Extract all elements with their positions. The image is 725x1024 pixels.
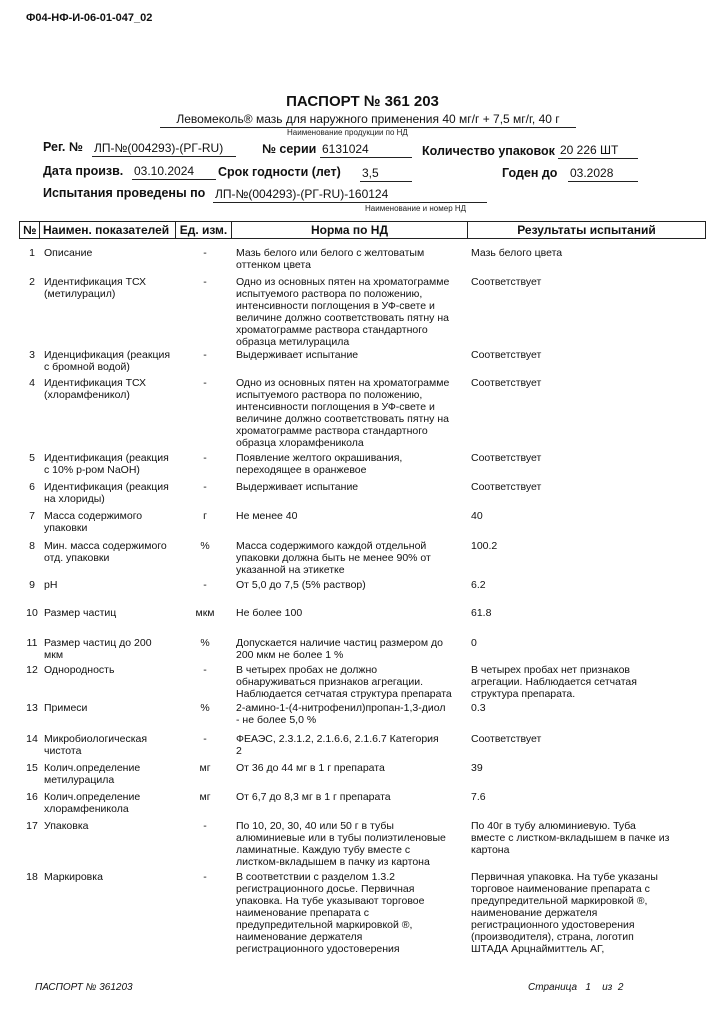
row-unit: % bbox=[200, 540, 210, 552]
row-number: 18 bbox=[26, 871, 38, 883]
row-result: Соответствует bbox=[471, 377, 542, 389]
row-result: Соответствует bbox=[471, 349, 542, 361]
row-norm: В соответствии с разделом 1.3.2 регистрационного досье. Первичная упаковка. На тубе указывают торговое наименование препарата с предупредительной маркировкой ®, наименование держателя регистрационного удостоверения bbox=[236, 871, 425, 955]
shelf-life-label: Срок годности (лет) bbox=[218, 165, 341, 179]
footer-page-indicator bbox=[528, 982, 623, 993]
row-norm: ФЕАЭС, 2.3.1.2, 2.1.6.6, 2.1.6.7 Категория 2 bbox=[236, 733, 439, 757]
row-norm: В четырех пробах не должно обнаруживаться признаков агрегации. Наблюдается сетчатая структура препарата bbox=[236, 664, 452, 700]
header-unit: Ед. изм. bbox=[176, 222, 232, 239]
row-number: 15 bbox=[26, 762, 38, 774]
row-unit: - bbox=[203, 452, 207, 464]
product-name-caption: Наименование продукции по НД bbox=[287, 128, 408, 137]
row-indicator: Идентификация ТСХ (хлорамфеникол) bbox=[44, 377, 147, 401]
row-number: 17 bbox=[26, 820, 38, 832]
row-indicator: Колич.определение хлорамфеникола bbox=[44, 791, 141, 815]
reg-number-label: Рег. № bbox=[43, 140, 83, 154]
row-indicator: Колич.определение метилурацила bbox=[44, 762, 141, 786]
row-number: 4 bbox=[29, 377, 35, 389]
package-count-value: 20 226 ШТ bbox=[558, 143, 638, 159]
row-indicator: Идентификация ТСХ (метилурацил) bbox=[44, 276, 147, 300]
row-norm: Выдерживает испытание bbox=[236, 481, 359, 493]
row-norm: Мазь белого или белого с желтоватым оттенком цвета bbox=[236, 247, 425, 271]
production-date-value: 03.10.2024 bbox=[132, 164, 216, 180]
row-result: Соответствует bbox=[471, 452, 542, 464]
row-indicator: pH bbox=[44, 579, 58, 591]
row-result: Соответствует bbox=[471, 733, 542, 745]
row-indicator: Размер частиц до 200 мкм bbox=[44, 637, 152, 661]
row-result: Первичная упаковка. На тубе указаны торговое наименование препарата с предупредительной маркировкой ®, наименование держателя регистрационного удостоверения (производителя), страна, логотип ШТАДА Арцнаймиттель АГ, bbox=[471, 871, 658, 955]
row-indicator: Идентификация (реакция с 10% р-ром NaOH) bbox=[44, 452, 169, 476]
row-result: Мазь белого цвета bbox=[471, 247, 563, 259]
footer-passport-number: ПАСПОРТ № 361203 bbox=[35, 982, 133, 993]
row-result: 7.6 bbox=[471, 791, 486, 803]
row-number: 13 bbox=[26, 702, 38, 714]
page-of-label: из bbox=[602, 982, 613, 993]
tests-standard-caption: Наименование и номер НД bbox=[365, 204, 467, 213]
row-number: 12 bbox=[26, 664, 38, 676]
row-unit: - bbox=[203, 579, 207, 591]
row-result: 0.3 bbox=[471, 702, 486, 714]
row-result: 0 bbox=[471, 637, 477, 649]
passport-title: ПАСПОРТ № 361 203 bbox=[286, 93, 439, 110]
row-result: 100.2 bbox=[471, 540, 498, 552]
document-code: Ф04-НФ-И-06-01-047_02 bbox=[26, 12, 153, 24]
row-indicator: Микробиологическая чистота bbox=[44, 733, 148, 757]
row-number: 7 bbox=[29, 510, 35, 522]
row-norm: По 10, 20, 30, 40 или 50 г в тубы алюминиевые или в тубы полиэтиленовые ламинатные. Каждую тубу вместе с листком-вкладышем в пачку из картона bbox=[236, 820, 446, 868]
row-norm: От 5,0 до 7,5 (5% раствор) bbox=[236, 579, 366, 591]
row-number: 9 bbox=[29, 579, 35, 591]
page-total: 2 bbox=[617, 982, 624, 993]
shelf-life-value: 3,5 bbox=[360, 166, 412, 182]
row-indicator: Описание bbox=[44, 247, 93, 259]
row-norm: Одно из основных пятен на хроматограмме испытуемого раствора по положению, интенсивности поглощения в УФ-свете и величине должно соответствовать пятну на хроматограмме раствора стандартного образца хлорамфеникола bbox=[236, 377, 450, 449]
row-indicator: Масса содержимого упаковки bbox=[44, 510, 143, 534]
row-unit: - bbox=[203, 377, 207, 389]
row-indicator: Упаковка bbox=[44, 820, 89, 832]
header-result: Результаты испытаний bbox=[468, 222, 706, 239]
row-norm: Масса содержимого каждой отдельной упаковки должна быть не менее 90% от указанной на этикетке bbox=[236, 540, 431, 576]
row-result: По 40г в тубу алюминиевую. Туба вместе с листком-вкладышем в пачке из картона bbox=[471, 820, 670, 856]
row-number: 2 bbox=[29, 276, 35, 288]
row-indicator: Идентификация (реакция на хлориды) bbox=[44, 481, 169, 505]
header-num: № bbox=[20, 222, 40, 239]
row-number: 1 bbox=[29, 247, 35, 259]
row-result: 40 bbox=[471, 510, 483, 522]
row-norm: Выдерживает испытание bbox=[236, 349, 359, 361]
row-unit: мг bbox=[199, 762, 211, 774]
row-unit: г bbox=[203, 510, 207, 522]
row-norm: Появление желтого окрашивания, переходящее в оранжевое bbox=[236, 452, 403, 476]
tests-standard-value: ЛП-№(004293)-(РГ-RU)-160124 bbox=[213, 187, 487, 203]
row-result: 6.2 bbox=[471, 579, 486, 591]
row-indicator: Размер частиц bbox=[44, 607, 117, 619]
row-norm: Не менее 40 bbox=[236, 510, 298, 522]
row-number: 14 bbox=[26, 733, 38, 745]
row-norm: 2-амино-1-(4-нитрофенил)пропан-1,3-диол - не более 5,0 % bbox=[236, 702, 446, 726]
row-unit: мг bbox=[199, 791, 211, 803]
row-unit: % bbox=[200, 702, 210, 714]
row-norm: Не более 100 bbox=[236, 607, 303, 619]
row-number: 10 bbox=[26, 607, 38, 619]
row-unit: - bbox=[203, 820, 207, 832]
row-result: Соответствует bbox=[471, 481, 542, 493]
row-unit: % bbox=[200, 637, 210, 649]
row-result: 61.8 bbox=[471, 607, 492, 619]
valid-until-value: 03.2028 bbox=[568, 166, 638, 182]
series-label: № серии bbox=[262, 142, 317, 156]
reg-number-value: ЛП-№(004293)-(РГ-RU) bbox=[92, 141, 236, 157]
row-norm: От 6,7 до 8,3 мг в 1 г препарата bbox=[236, 791, 391, 803]
row-number: 5 bbox=[29, 452, 35, 464]
page-label: Страница bbox=[528, 982, 578, 993]
row-unit: - bbox=[203, 349, 207, 361]
row-indicator: Мин. масса содержимого отд. упаковки bbox=[44, 540, 167, 564]
row-number: 3 bbox=[29, 349, 35, 361]
row-number: 8 bbox=[29, 540, 35, 552]
row-number: 6 bbox=[29, 481, 35, 493]
row-indicator: Иденцификация (реакция с бромной водой) bbox=[44, 349, 171, 373]
row-result: Соответствует bbox=[471, 276, 542, 288]
tests-label: Испытания проведены по bbox=[43, 186, 206, 200]
row-number: 16 bbox=[26, 791, 38, 803]
series-value: 6131024 bbox=[320, 142, 412, 158]
row-norm: Одно из основных пятен на хроматограмме испытуемого раствора по положению, интенсивности поглощения в УФ-свете и величине должно соответствовать пятну на хроматограмме раствора стандартного образца метилурацила bbox=[236, 276, 450, 348]
product-name: Левомеколь® мазь для наружного применения 40 мг/г + 7,5 мг/г, 40 г bbox=[160, 112, 576, 128]
valid-until-label: Годен до bbox=[502, 166, 558, 180]
row-unit: - bbox=[203, 276, 207, 288]
row-unit: - bbox=[203, 664, 207, 676]
header-name: Наимен. показателей bbox=[40, 222, 176, 239]
row-unit: - bbox=[203, 871, 207, 883]
row-unit: - bbox=[203, 247, 207, 259]
row-number: 11 bbox=[26, 637, 38, 649]
row-unit: - bbox=[203, 733, 207, 745]
production-date-label: Дата произв. bbox=[43, 164, 124, 178]
row-result: 39 bbox=[471, 762, 483, 774]
package-count-label: Количество упаковок bbox=[422, 144, 555, 158]
page-number: 1 bbox=[585, 982, 591, 993]
row-indicator: Примеси bbox=[44, 702, 88, 714]
header-norm: Норма по НД bbox=[232, 222, 468, 239]
row-norm: Допускается наличие частиц размером до 200 мкм не более 1 % bbox=[236, 637, 443, 661]
row-indicator: Маркировка bbox=[44, 871, 103, 883]
row-unit: мкм bbox=[195, 607, 215, 619]
row-norm: От 36 до 44 мг в 1 г препарата bbox=[236, 762, 385, 774]
row-result: В четырех пробах нет признаков агрегации. Наблюдается сетчатая структура препарата. bbox=[471, 664, 637, 700]
row-indicator: Однородность bbox=[44, 664, 115, 676]
row-unit: - bbox=[203, 481, 207, 493]
